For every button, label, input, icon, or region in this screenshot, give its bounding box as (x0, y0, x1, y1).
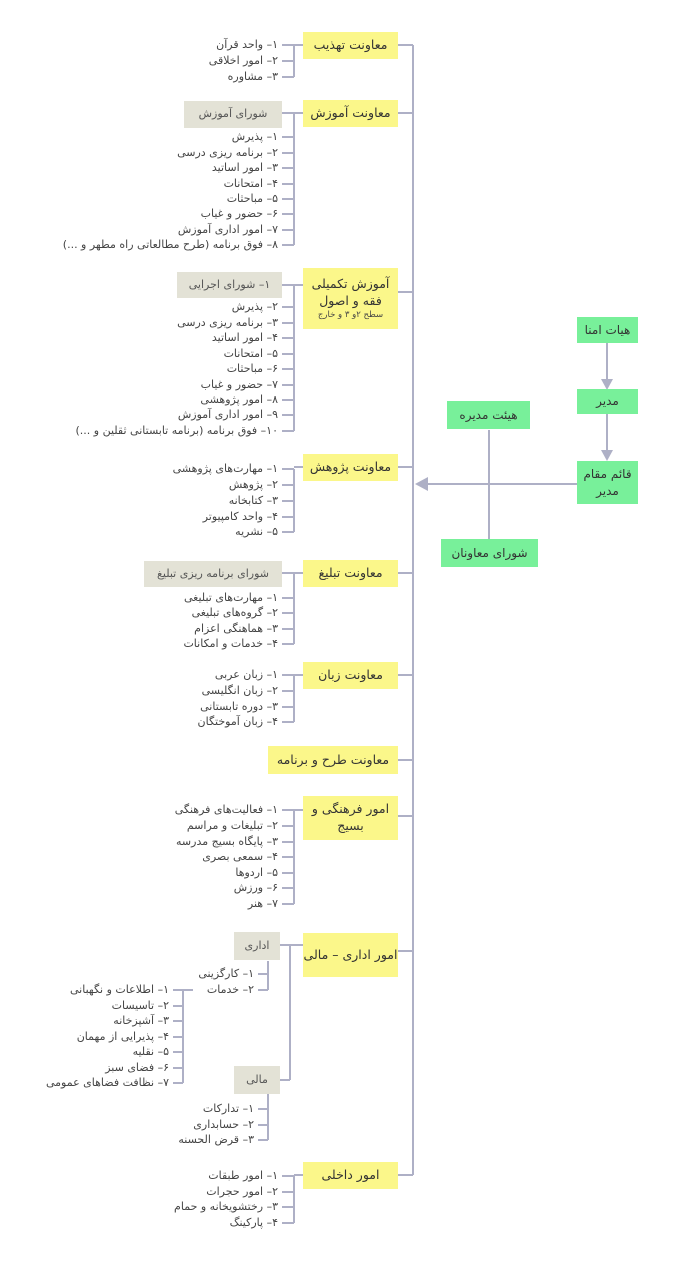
list-item: ۲– تبلیغات و مراسم (186, 819, 278, 832)
director-box: مدیر (577, 389, 638, 414)
deputy-director-box: قائم مقام مدیر (577, 461, 638, 504)
list-item: ۴– پارکینگ (229, 1216, 278, 1229)
list-item: ۲– پذیرش (231, 300, 278, 313)
list-item: ۴– پذیرایی از مهمان (76, 1030, 169, 1043)
list-item: ۳– دوره تابستانی (200, 700, 278, 713)
dept-research: معاونت پژوهش (303, 454, 398, 481)
dept-admin-finance: امور اداری – مالی (303, 933, 398, 977)
list-item: ۲– زبان انگلیسی (201, 684, 278, 697)
executive-council-box: ۱– شورای اجرایی (177, 272, 282, 298)
list-item: ۴– خدمات و امکانات (183, 637, 278, 650)
list-item: ۱– اطلاعات و نگهبانی (70, 983, 169, 996)
list-item: ۱– زبان عربی (214, 668, 278, 681)
list-item: ۱– امور طبقات (208, 1169, 278, 1182)
list-item: ۲– حسابداری (193, 1118, 254, 1131)
dept-advanced-education (303, 268, 398, 329)
list-item: ۶– ورزش (233, 881, 278, 894)
list-item: ۲– امور اخلاقی (208, 54, 278, 67)
propagation-council-box: شورای برنامه ریزی تبلیغ (144, 561, 282, 587)
list-item: ۶– حضور و غیاب (200, 207, 278, 220)
list-item: ۳– قرض الحسنه (178, 1133, 254, 1146)
list-item: ۱– پذیرش (231, 130, 278, 143)
list-item: ۵– اردوها (235, 866, 278, 879)
list-item: ۳– رختشویخانه و حمام (174, 1200, 278, 1213)
list-item: ۷– هنر (247, 897, 278, 910)
list-item: ۹– امور اداری آموزش (177, 408, 278, 421)
education-council-box: شورای آموزش (184, 101, 282, 128)
list-item: ۲– برنامه ریزی درسی (177, 146, 278, 159)
arrowhead-to-deputy (601, 450, 613, 461)
list-item: ۲– تاسیسات (111, 999, 169, 1012)
list-item: ۱۰– فوق برنامه (برنامه تابستانی ثقلین و ...) (75, 424, 278, 437)
dept-propagation: معاونت تبلیغ (303, 560, 398, 587)
list-item: ۳– امور اساتید (211, 161, 278, 174)
admin-label-box: اداری (234, 932, 280, 960)
list-item: ۷– امور اداری آموزش (177, 223, 278, 236)
list-item: ۱– مهارت‌های پژوهشی (172, 462, 278, 475)
list-item: ۷– حضور و غیاب (200, 378, 278, 391)
list-item: ۳– مشاوره (227, 70, 278, 83)
list-item: ۷– نظافت فضاهای عمومی (46, 1076, 169, 1089)
list-item: ۵– نشریه (235, 525, 278, 538)
list-item: ۱– تدارکات (202, 1102, 254, 1115)
list-item: ۵– امتحانات (223, 347, 278, 360)
list-item: ۵– مباحثات (226, 192, 278, 205)
board-of-directors-box: هیئت مدیره (447, 401, 530, 429)
list-item: ۱– کارگزینی (198, 967, 254, 980)
dept-advanced-education-title: آموزش تکمیلی فقه و اصول (311, 275, 390, 308)
list-item: ۴– امور اساتید (211, 331, 278, 344)
list-item: ۳– پایگاه بسیج مدرسه (176, 835, 278, 848)
list-item: ۳– کتابخانه (228, 494, 278, 507)
dept-advanced-education-note: سطح ۲و ۳ و خارج (317, 309, 384, 320)
list-item: ۴– زبان آموختگان (197, 715, 278, 728)
board-of-trustees-box: هیات امنا (577, 317, 638, 343)
dept-education: معاونت آموزش (303, 100, 398, 127)
list-item: ۵– نقلیه (132, 1045, 169, 1058)
dept-language: معاونت زبان (303, 662, 398, 689)
finance-label-box: مالی (234, 1066, 280, 1094)
list-item: ۲– گروه‌های تبلیغی (191, 606, 278, 619)
list-item: ۳– هماهنگی اعزام (194, 622, 278, 635)
list-item: ۳– برنامه ریزی درسی (177, 316, 278, 329)
list-item: ۶– مباحثات (226, 362, 278, 375)
list-item: ۲– خدمات (206, 983, 254, 996)
dept-culture-basij: امور فرهنگی و بسیج (303, 796, 398, 840)
list-item: ۳– آشپزخانه (113, 1014, 169, 1027)
list-item: ۶– فضای سبز (105, 1061, 169, 1074)
list-item: ۴– سمعی بصری (202, 850, 278, 863)
list-item: ۲– امور حجرات (206, 1185, 278, 1198)
dept-planning: معاونت طرح و برنامه (268, 746, 398, 774)
dept-tahzib: معاونت تهذیب (303, 32, 398, 59)
deputies-council-box: شورای معاونان (441, 539, 538, 567)
list-item: ۱– واحد قرآن (216, 38, 278, 51)
list-item: ۴– امتحانات (223, 177, 278, 190)
list-item: ۸– امور پژوهشی (200, 393, 278, 406)
list-item: ۸– فوق برنامه (طرح مطالعاتی راه مطهر و ...) (62, 238, 278, 251)
list-item: ۲– پژوهش (228, 478, 278, 491)
dept-internal-affairs: امور داخلی (303, 1162, 398, 1189)
list-item: ۱– مهارت‌های تبلیغی (184, 591, 278, 604)
main-arrowhead (415, 477, 428, 491)
list-item: ۴– واحد کامپیوتر (202, 510, 278, 523)
list-item: ۱– فعالیت‌های فرهنگی (174, 803, 278, 816)
